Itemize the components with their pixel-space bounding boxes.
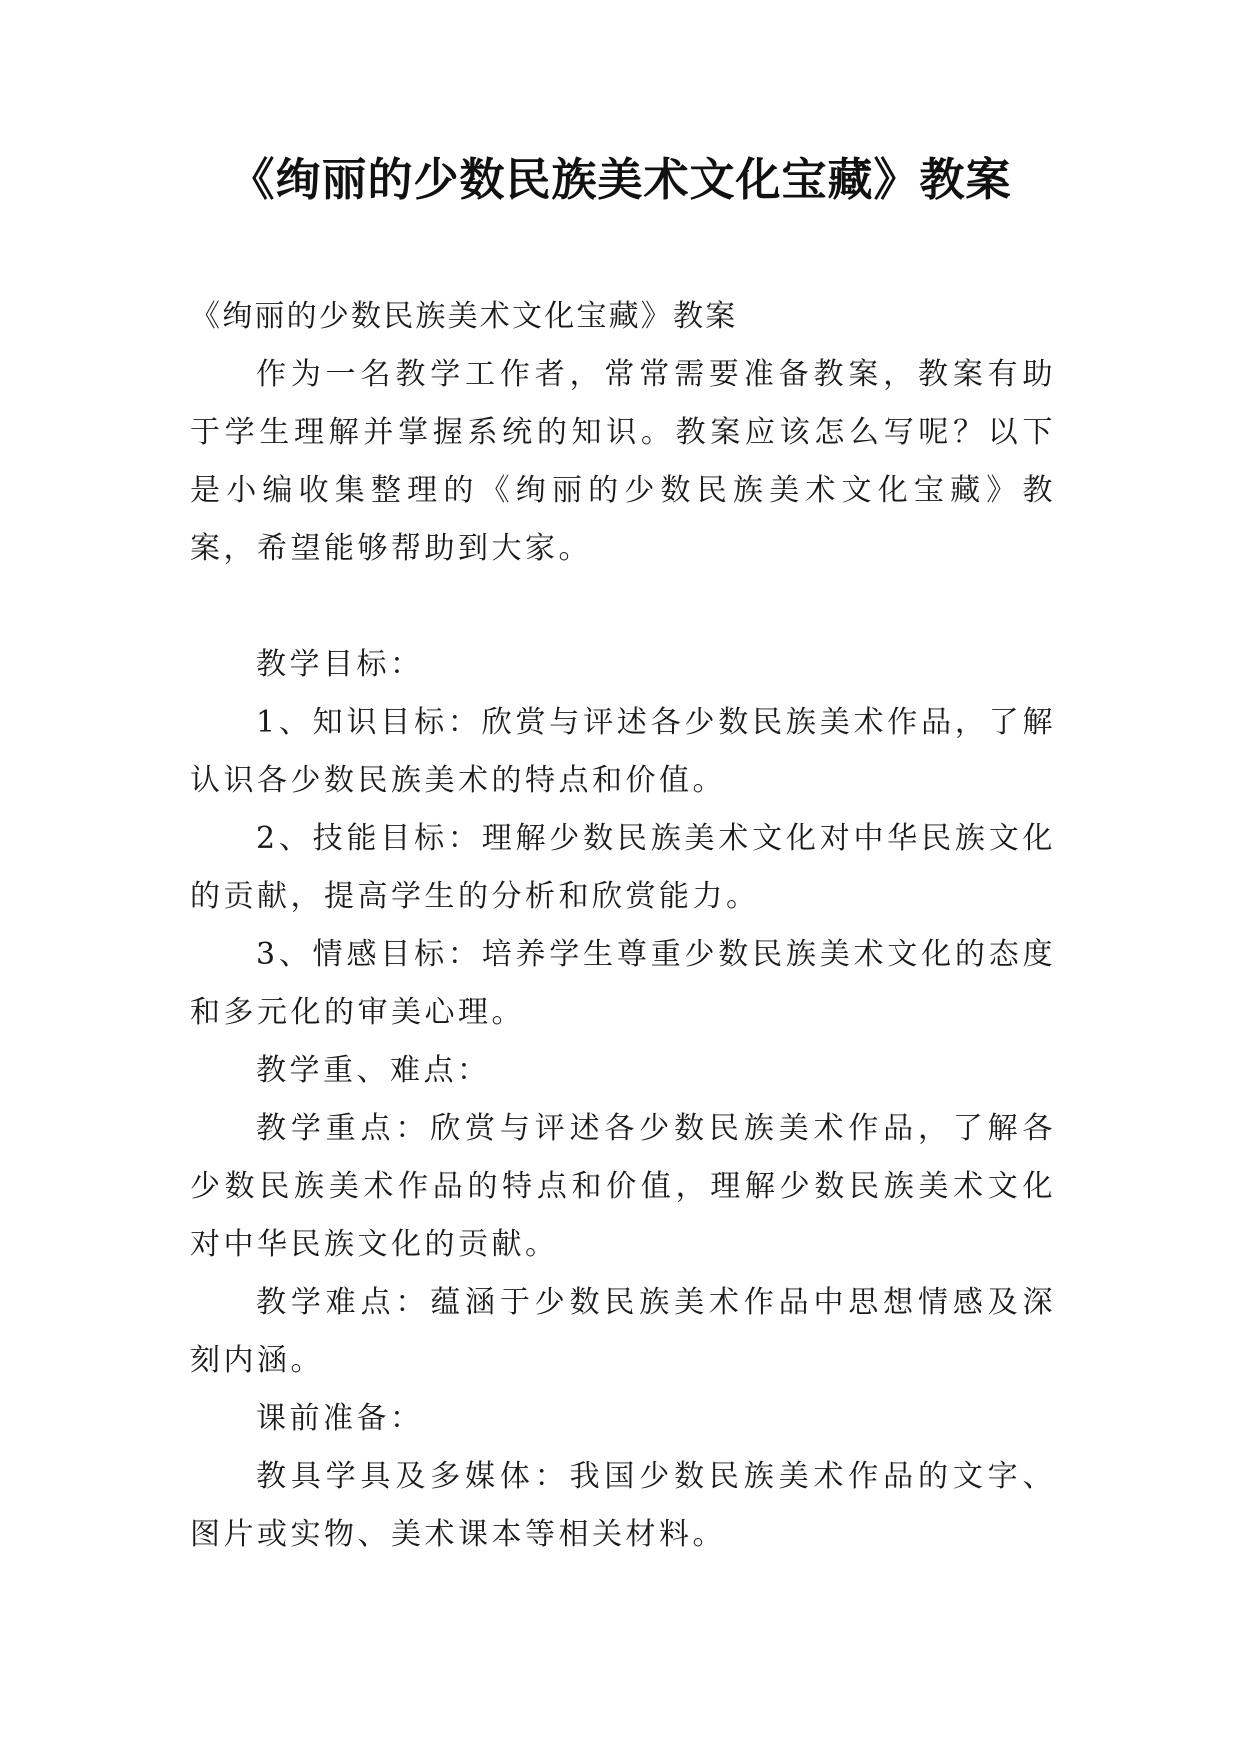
intro-paragraph: 作为一名教学工作者，常常需要准备教案，教案有助于学生理解并掌握系统的知识。教案应该怎么写呢？以下是小编收集整理的《绚丽的少数民族美术文化宝藏》教案，希望能够帮助到大家。 <box>190 357 1056 566</box>
document-body <box>190 288 1056 1564</box>
objective-skill: 2、技能目标：理解少数民族美术文化对中华民族文化的贡献，提高学生的分析和欣赏能力。 <box>190 821 1056 914</box>
subtitle-paragraph: 《绚丽的少数民族美术文化宝藏》教案 <box>190 299 738 334</box>
objective-emotion: 3、情感目标：培养学生尊重少数民族美术文化的态度和多元化的审美心理。 <box>190 937 1056 1030</box>
preparation-paragraph: 教具学具及多媒体：我国少数民族美术作品的文字、图片或实物、美术课本等相关材料。 <box>190 1459 1056 1552</box>
paragraph-spacer <box>190 578 1056 636</box>
objective-knowledge: 1、知识目标：欣赏与评述各少数民族美术作品，了解认识各少数民族美术的特点和价值。 <box>190 705 1056 798</box>
document-title: 《绚丽的少数民族美术文化宝藏》教案 <box>229 153 1012 206</box>
section-heading-key-points: 教学重、难点： <box>256 1053 491 1088</box>
section-heading-preparation: 课前准备： <box>256 1401 424 1436</box>
difficulty-paragraph: 教学难点：蕴涵于少数民族美术作品中思想情感及深刻内涵。 <box>190 1285 1056 1378</box>
section-heading-objectives: 教学目标： <box>256 647 424 682</box>
key-point-paragraph: 教学重点：欣赏与评述各少数民族美术作品，了解各少数民族美术作品的特点和价值，理解少数民族美术文化对中华民族文化的贡献。 <box>190 1111 1056 1262</box>
